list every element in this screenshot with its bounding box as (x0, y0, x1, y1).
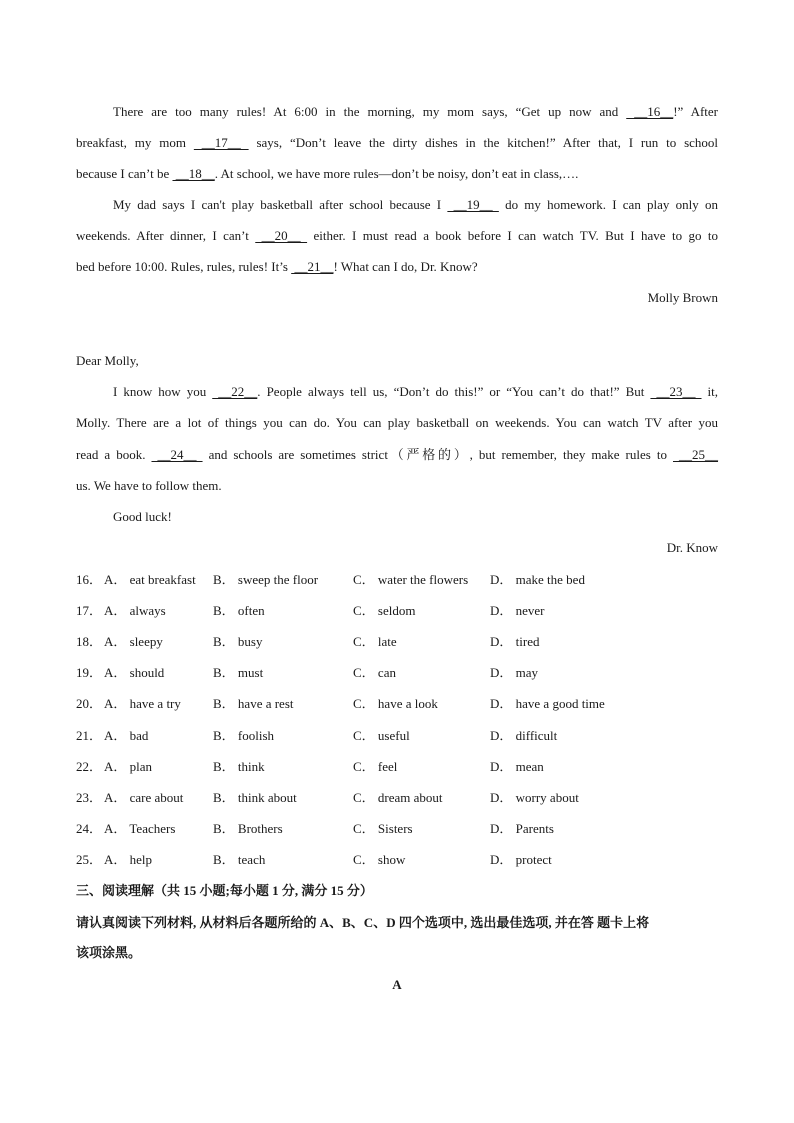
letter1-p2-line3: bed before 10:00. Rules, rules, rules! It’s __21__! What can I do, Dr. Know? (76, 259, 478, 274)
question-number: 20． (76, 696, 103, 711)
passage-label: A (392, 977, 402, 992)
option-a: A． eat breakfast (104, 572, 196, 587)
letter1-p2-line1: My dad says I can't play basketball after school because I __19__ do my homework. I can play only on (113, 197, 719, 212)
question-number: 17． (76, 603, 103, 618)
option-a: A． should (104, 665, 165, 680)
option-d: D． may (490, 665, 539, 680)
option-c: C． feel (353, 759, 398, 774)
question-23 (76, 788, 718, 808)
question-17 (76, 601, 718, 621)
option-b: B． often (213, 603, 265, 618)
letter1-signature: Molly Brown (647, 290, 718, 305)
option-a: A． have a try (104, 696, 181, 711)
option-b: B． sweep the floor (213, 572, 319, 587)
option-c: C． dream about (353, 790, 443, 805)
option-a: A． plan (104, 759, 153, 774)
blank-25: __25__ (673, 447, 719, 462)
option-a: A． always (104, 603, 166, 618)
question-number: 24． (76, 821, 103, 836)
letter2-signature: Dr. Know (666, 540, 718, 555)
question-number: 22． (76, 759, 103, 774)
option-d: D． Parents (490, 821, 554, 836)
question-25 (76, 850, 718, 870)
option-a: A． sleepy (104, 634, 163, 649)
question-number: 25． (76, 852, 103, 867)
option-c: C． can (353, 665, 396, 680)
option-b: B． busy (213, 634, 263, 649)
letter2-p1-line4: us. We have to follow them. (76, 478, 222, 493)
question-22 (76, 757, 718, 777)
letter2-p1-line2: Molly. There are a lot of things you can do. You can play basketball on weekends. You can watch TV after you (76, 415, 718, 430)
option-a: A． bad (104, 728, 149, 743)
question-20 (76, 694, 718, 714)
question-number: 19． (76, 665, 103, 680)
option-d: D． tired (490, 634, 540, 649)
blank-23: __23__ (650, 384, 702, 399)
option-d: D． never (490, 603, 545, 618)
option-b: B． think (213, 759, 265, 774)
question-number: 16． (76, 572, 103, 587)
option-a: A． help (104, 852, 153, 867)
option-d: D． protect (490, 852, 552, 867)
letter1-p2-line2: weekends. After dinner, I can’t __20__ either. I must read a book before I can watch TV. But I have to go to (76, 228, 719, 243)
blank-18: __18__ (172, 166, 215, 181)
letter1-p1-line1: There are too many rules! At 6:00 in the morning, my mom says, “Get up now and __16__!” After (113, 104, 719, 119)
blank-24: __24__ (151, 447, 203, 462)
blank-20: __20__ (255, 228, 308, 243)
option-d: D． worry about (490, 790, 579, 805)
question-16 (76, 570, 718, 590)
option-b: B． have a rest (213, 696, 294, 711)
blank-17: __17__ (193, 135, 249, 150)
option-c: C． useful (353, 728, 410, 743)
blank-16: __16__ (626, 104, 674, 119)
letter2-greeting: Dear Molly, (76, 353, 139, 368)
question-number: 18． (76, 634, 103, 649)
option-d: D． difficult (490, 728, 558, 743)
question-19 (76, 663, 718, 683)
blank-21: __21__ (291, 259, 334, 274)
option-a: A． Teachers (104, 821, 176, 836)
option-d: D． have a good time (490, 696, 605, 711)
letter2-p1-line3: read a book. __24__ and schools are sometimes strict（严格的）, but remember, they make rules to __25__ (76, 447, 719, 462)
letter2-p1-line1: I know how you __22__. People always tell us, “Don’t do this!” or “You can’t do that!” But __23__ it, (113, 384, 719, 399)
section3-instruction-line1: 请认真阅读下列材料, 从材料后各题所给的 A、B、C、D 四个选项中, 选出最佳选项, 并在答 题卡上将 (76, 915, 650, 930)
option-b: B． foolish (213, 728, 275, 743)
option-d: D． make the bed (490, 572, 585, 587)
option-c: C． Sisters (353, 821, 413, 836)
letter1-p1-line3: because I can’t be __18__. At school, we have more rules—don’t be noisy, don’t eat in class,…. (76, 166, 579, 181)
option-b: B． think about (213, 790, 297, 805)
question-number: 23． (76, 790, 103, 805)
option-c: C． water the flowers (353, 572, 469, 587)
option-b: B． Brothers (213, 821, 283, 836)
option-a: A． care about (104, 790, 184, 805)
option-b: B． must (213, 665, 264, 680)
letter2-closing: Good luck! (113, 509, 172, 524)
option-d: D． mean (490, 759, 544, 774)
question-number: 21． (76, 728, 103, 743)
question-21 (76, 726, 718, 746)
option-c: C． late (353, 634, 397, 649)
option-c: C． have a look (353, 696, 438, 711)
option-b: B． teach (213, 852, 266, 867)
section3-instruction-line2: 该项涂黑。 (76, 945, 142, 960)
section3-heading: 三、阅读理解（共 15 小题;每小题 1 分, 满分 15 分） (76, 883, 373, 898)
option-c: C． show (353, 852, 406, 867)
blank-22: __22__ (212, 384, 258, 399)
letter1-p1-line2: breakfast, my mom __17__ says, “Don’t leave the dirty dishes in the kitchen!” After that, I run to school (76, 135, 719, 150)
question-24 (76, 819, 718, 839)
option-c: C． seldom (353, 603, 416, 618)
blank-19: __19__ (447, 197, 499, 212)
question-18 (76, 632, 718, 652)
